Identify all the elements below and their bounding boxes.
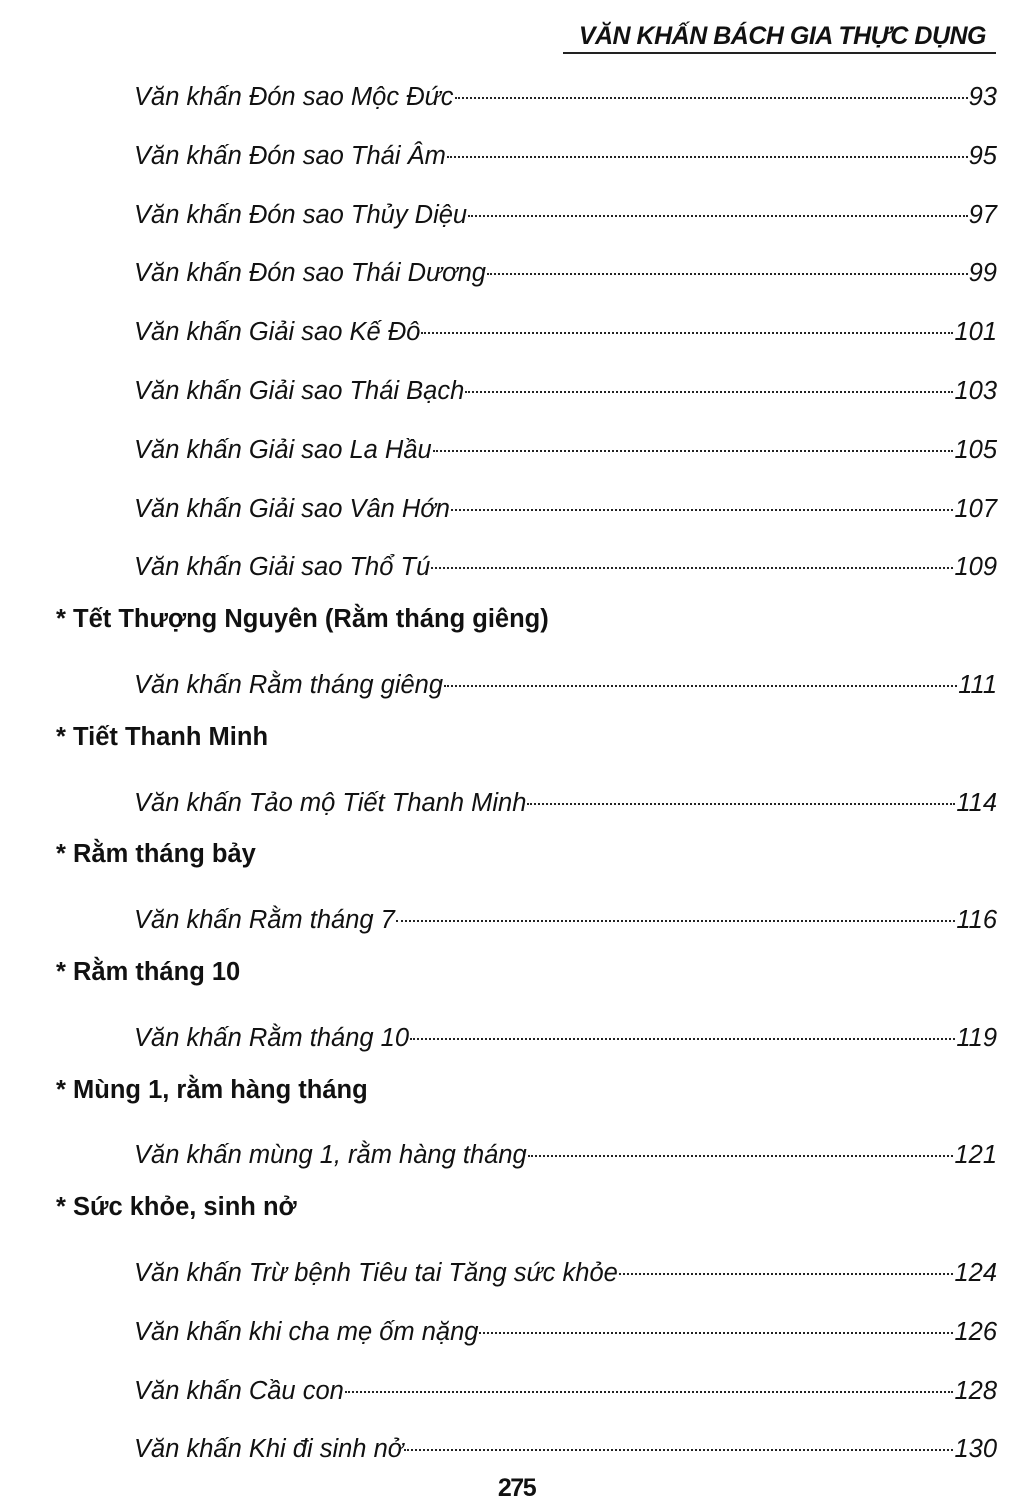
- toc-entry-row: [0, 1119, 1033, 1178]
- toc-entry: [134, 1427, 997, 1464]
- toc-entry-title: Văn khấn Giải sao Thổ Tú: [134, 553, 431, 582]
- toc-section-row: [0, 590, 1033, 649]
- dot-leader: [404, 1427, 953, 1457]
- toc-entry: [134, 310, 997, 347]
- toc-entry: [134, 781, 997, 818]
- toc-entry-row: [0, 237, 1033, 296]
- toc-entry-row: [0, 1413, 1033, 1472]
- toc-entry-page: 116: [956, 906, 997, 935]
- toc-entry-row: [0, 767, 1033, 826]
- toc-entry-title: Văn khấn Đón sao Thái Âm: [134, 141, 446, 170]
- dot-leader: [479, 1310, 953, 1340]
- toc-entry-title: Văn khấn Rằm tháng 10: [134, 1023, 410, 1052]
- toc-section-row: [0, 708, 1033, 767]
- toc-entry-page: 119: [956, 1023, 997, 1052]
- toc-entry-page: 111: [958, 670, 997, 699]
- toc-entry-row: [0, 1355, 1033, 1414]
- toc-entry-title: Văn khấn Giải sao Thái Bạch: [134, 376, 465, 405]
- toc-section-row: [0, 1061, 1033, 1120]
- toc-section-heading: * Rằm tháng bảy: [56, 840, 256, 869]
- dot-leader: [396, 898, 956, 928]
- toc-entry-page: 114: [956, 788, 997, 817]
- dot-leader: [444, 663, 957, 693]
- dot-leader: [421, 310, 953, 340]
- toc-section-heading: * Mùng 1, rằm hàng tháng: [56, 1075, 368, 1104]
- toc-entry-row: [0, 296, 1033, 355]
- toc-entry-page: 97: [968, 200, 997, 229]
- toc-entry-page: 107: [954, 494, 997, 523]
- dot-leader: [465, 369, 953, 399]
- toc-entry-page: 95: [968, 141, 997, 170]
- toc-entry-title: Văn khấn Rằm tháng 7: [134, 906, 395, 935]
- toc-entry-title: Văn khấn Đón sao Mộc Đức: [134, 83, 454, 111]
- toc-entry-page: 130: [954, 1435, 997, 1464]
- toc-section-heading: * Tết Thượng Nguyên (Rằm tháng giêng): [56, 605, 549, 634]
- toc-entry-title: Văn khấn mùng 1, rằm hàng tháng: [134, 1141, 527, 1170]
- toc-entry-title: Văn khấn Giải sao Kế Đô: [134, 318, 421, 347]
- toc-entry-row: [0, 61, 1033, 120]
- toc-entry: [134, 369, 997, 406]
- header-rule: [563, 52, 996, 54]
- toc-entry-title: Văn khấn Giải sao La Hầu: [134, 435, 432, 464]
- toc-entry-title: Văn khấn Tảo mộ Tiết Thanh Minh: [134, 788, 527, 817]
- toc-entry-row: [0, 1002, 1033, 1061]
- toc-entry: [134, 134, 997, 171]
- toc-entry-row: [0, 649, 1033, 708]
- toc-entry-row: [0, 120, 1033, 179]
- toc-entry: [134, 75, 997, 112]
- toc-entry-row: [0, 1296, 1033, 1355]
- toc-entry-title: Văn khấn Trừ bệnh Tiêu tai Tăng sức khỏe: [134, 1258, 618, 1287]
- toc-section-heading: * Sức khỏe, sinh nở: [56, 1193, 297, 1222]
- toc-entry-row: [0, 473, 1033, 532]
- toc-entry-page: 101: [954, 318, 997, 347]
- toc-entry-page: 109: [954, 553, 997, 582]
- toc-entry-page: 126: [954, 1317, 997, 1346]
- toc-entry: [134, 428, 997, 465]
- dot-leader: [431, 545, 953, 575]
- toc-entry-row: [0, 414, 1033, 473]
- toc-entry-row: [0, 179, 1033, 238]
- toc-section-row: [0, 943, 1033, 1002]
- dot-leader: [455, 75, 968, 105]
- toc-entry: [134, 545, 997, 582]
- dot-leader: [487, 251, 968, 281]
- dot-leader: [451, 487, 954, 517]
- running-header-title: VĂN KHẤN BÁCH GIA THỰC DỤNG: [578, 22, 986, 50]
- toc-entry-page: 128: [954, 1376, 997, 1405]
- toc-entry-title: Văn khấn Rằm tháng giêng: [134, 670, 444, 699]
- dot-leader: [619, 1251, 954, 1281]
- toc-entry-row: [0, 531, 1033, 590]
- toc-entry-page: 121: [954, 1141, 997, 1170]
- toc-entry: [134, 1016, 997, 1053]
- dot-leader: [468, 193, 968, 223]
- toc-entry: [134, 251, 997, 288]
- toc-entry-title: Văn khấn Khi đi sinh nở: [134, 1435, 404, 1464]
- toc-entry-page: 93: [968, 83, 997, 111]
- table-of-contents: [0, 61, 1033, 1472]
- toc-entry-row: [0, 355, 1033, 414]
- toc-entry-page: 105: [954, 435, 997, 464]
- page-number: 275: [497, 1474, 536, 1502]
- toc-entry: [134, 1251, 997, 1288]
- toc-entry-title: Văn khấn Đón sao Thái Dương: [134, 259, 486, 288]
- toc-entry: [134, 487, 997, 524]
- toc-entry: [134, 663, 997, 700]
- toc-entry-title: Văn khấn Đón sao Thủy Diệu: [134, 200, 468, 229]
- dot-leader: [528, 1133, 954, 1163]
- dot-leader: [345, 1369, 954, 1399]
- toc-entry-title: Văn khấn khi cha mẹ ốm nặng: [134, 1317, 479, 1346]
- toc-entry: [134, 1133, 997, 1170]
- toc-section-row: [0, 825, 1033, 884]
- toc-section-heading: * Tiết Thanh Minh: [56, 722, 269, 751]
- toc-section-heading: * Rằm tháng 10: [56, 957, 241, 986]
- toc-entry-row: [0, 884, 1033, 943]
- toc-entry-page: 99: [968, 259, 997, 288]
- toc-entry: [134, 1369, 997, 1406]
- toc-entry-title: Văn khấn Cầu con: [134, 1376, 344, 1405]
- toc-entry-page: 124: [954, 1258, 997, 1287]
- dot-leader: [447, 134, 968, 164]
- toc-entry: [134, 898, 997, 935]
- dot-leader: [410, 1016, 955, 1046]
- toc-entry-title: Văn khấn Giải sao Vân Hớn: [134, 494, 450, 523]
- dot-leader: [433, 428, 954, 458]
- toc-entry-row: [0, 1237, 1033, 1296]
- dot-leader: [527, 781, 955, 811]
- toc-entry: [134, 1310, 997, 1347]
- toc-section-row: [0, 1178, 1033, 1237]
- toc-entry: [134, 193, 997, 230]
- toc-entry-page: 103: [954, 376, 997, 405]
